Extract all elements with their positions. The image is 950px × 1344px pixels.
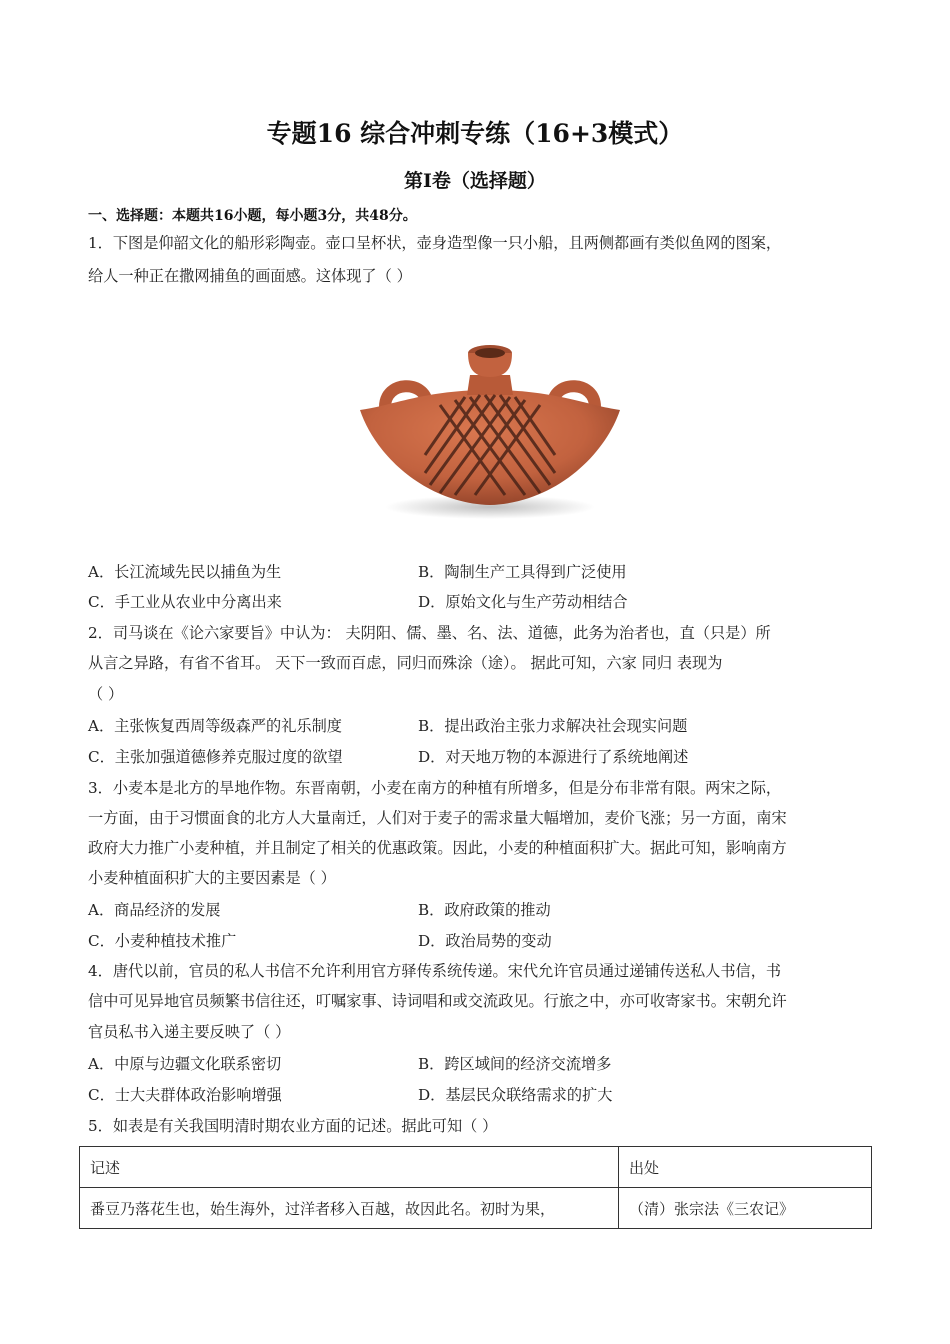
q4-line-1: 4．唐代以前，官员的私人书信不允许利用官方驿传系统传递。宋代允许官员通过递铺传送私人书信，书 [88,962,782,980]
q2-option-a: A．主张恢复西周等级森严的礼乐制度 [88,717,342,735]
q2-line-3: （ ） [88,685,124,703]
q2-line-1: 2．司马谈在《论六家要旨》中认为： 夫阴阳、儒、墨、名、法、道德，此务为治者也，直（只是）所 [88,624,771,642]
q2-option-c: C．主张加强道德修养克服过度的欲望 [88,748,343,766]
table-cell-source: （清）张宗法《三农记》 [619,1188,872,1229]
table-cell-record: 番豆乃落花生也，始生海外，过洋者移入百越，故因此名。初时为果， [80,1188,619,1229]
boat-shaped-pottery-illustration [355,335,625,525]
q3-option-a: A．商品经济的发展 [88,901,221,919]
q2-option-d: D．对天地万物的本源进行了系统地阐述 [418,748,689,766]
q3-line-2: 一方面，由于习惯面食的北方人大量南迁，人们对于麦子的需求量大幅增加，麦价飞涨；另一方面，南宋 [88,809,787,827]
q1-line-2: 给人一种正在撒网捕鱼的画面感。这体现了（ ） [88,267,412,285]
table-row [80,1188,872,1229]
q2-line-2: 从言之异路，有省不省耳。 天下一致而百虑，同归而殊涂（途）。 据此可知，六家 同归 表现为 [88,654,723,672]
q4-option-a: A．中原与边疆文化联系密切 [88,1055,282,1073]
q1-option-b: B．陶制生产工具得到广泛使用 [418,563,627,581]
table-header-source: 出处 [619,1147,872,1188]
q4-option-b: B．跨区域间的经济交流增多 [418,1055,612,1073]
q3-line-1: 3．小麦本是北方的旱地作物。东晋南朝，小麦在南方的种植有所增多，但是分布非常有限。两宋之际， [88,779,782,797]
q3-option-d: D．政治局势的变动 [418,932,552,950]
section-header: 一、选择题：本题共16小题，每小题3分，共48分。 [88,208,417,224]
q4-line-2: 信中可见异地官员频繁书信往还，叮嘱家事、诗词唱和或交流政见。行旅之中，亦可收寄家书。宋朝允许 [88,992,787,1010]
q1-line-1: 1．下图是仰韶文化的船形彩陶壶。壶口呈杯状，壶身造型像一只小船，且两侧都画有类似鱼网的图案， [88,234,782,252]
q3-line-4: 小麦种植面积扩大的主要因素是（ ） [88,869,336,887]
table-header-row [80,1147,872,1188]
q4-option-d: D．基层民众联络需求的扩大 [418,1086,613,1104]
q5-line-1: 5．如表是有关我国明清时期农业方面的记述。据此可知（ ） [88,1117,498,1135]
q3-option-b: B．政府政策的推动 [418,901,551,919]
q4-option-c: C．士大夫群体政治影响增强 [88,1086,282,1104]
pottery-vase-image [355,335,625,525]
q4-line-3: 官员私书入递主要反映了（ ） [88,1023,291,1041]
table-header-record: 记述 [80,1147,619,1188]
q3-option-c: C．小麦种植技术推广 [88,932,237,950]
q2-option-b: B．提出政治主张力求解决社会现实问题 [418,717,688,735]
page-subtitle: 第Ⅰ卷（选择题） [404,170,546,192]
q5-records-table [79,1146,872,1229]
q1-option-c: C．手工业从农业中分离出来 [88,593,282,611]
q3-line-3: 政府大力推广小麦种植，并且制定了相关的优惠政策。因此，小麦的种植面积扩大。据此可知，影响南方 [88,839,787,857]
page-title: 专题16 综合冲刺专练（16+3模式） [266,119,684,148]
q1-option-a: A．长江流域先民以捕鱼为生 [88,563,282,581]
q1-option-d: D．原始文化与生产劳动相结合 [418,593,628,611]
